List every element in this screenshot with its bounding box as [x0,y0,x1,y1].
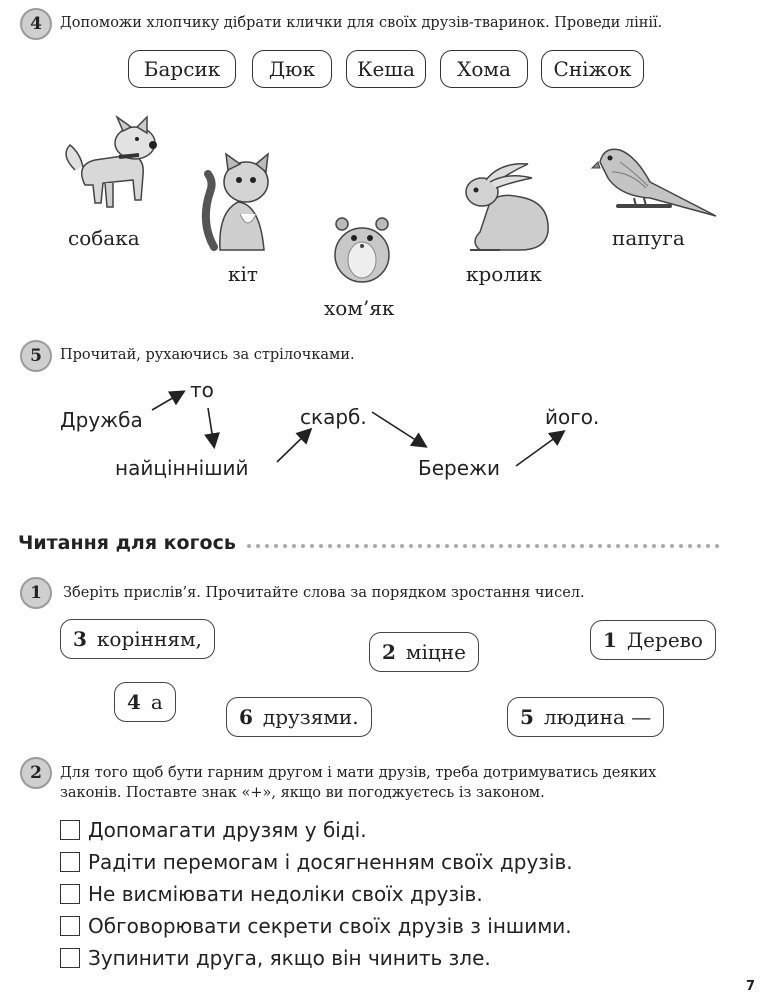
law-text-4: Обговорювати секрети своїх друзів з іншими. [88,914,572,938]
name-box-khoma[interactable] [440,50,528,88]
animal-label-cat: кіт [228,262,258,286]
word-box-text: Дерево [626,628,703,652]
word-box-number: 4 [127,690,141,714]
task-5-instruction: Прочитай, рухаючись за стрілочками. [60,347,355,363]
arrow-5 [516,432,563,466]
page-number: 7 [745,979,755,994]
task-5-number-badge [20,340,52,372]
cat-illustration [200,152,275,254]
section-title: Читання для когось [18,532,242,554]
task-1-number-badge [20,577,52,609]
word-box-number: 2 [382,640,396,664]
word-box-number: 1 [603,628,617,652]
word-box-6[interactable] [226,697,372,737]
animal-label-hamster: хом’як [324,296,395,320]
word-box-text: друзями. [262,705,359,729]
law-checkbox-2[interactable] [60,852,80,872]
reading-arrows [0,370,769,480]
task-1-number: 1 [30,583,42,603]
name-label: Барсик [143,57,221,81]
word-box-5[interactable] [507,697,664,737]
task-4-instruction: Допоможи хлопчику дібрати клички для своїх друзів-тваринок. Проведи лінії. [60,15,663,31]
task-2-number: 2 [30,763,42,783]
law-checkbox-3[interactable] [60,884,80,904]
animal-label-parrot: папуга [612,226,685,250]
task-5-number: 5 [30,346,42,366]
word-box-1[interactable] [590,620,716,660]
task-2-instruction-line-1: Для того щоб бути гарним другом і мати друзів, треба дотримуватись деяких [60,765,657,781]
arrow-2 [208,408,214,446]
law-checkbox-1[interactable] [60,820,80,840]
word-box-text: корінням, [96,627,202,651]
rabbit-illustration [460,162,555,254]
word-box-text: людина — [543,705,652,729]
law-text-3: Не висміювати недоліки своїх друзів. [88,882,483,906]
name-box-barsyk[interactable] [128,50,236,88]
law-item-5 [60,946,491,970]
chain-word-6: його. [545,405,600,429]
law-checkbox-4[interactable] [60,916,80,936]
law-text-2: Радіти перемогам і досягненням своїх друзів. [88,850,573,874]
name-box-snizhok[interactable] [541,50,644,88]
word-box-3[interactable] [60,619,215,659]
law-item-3 [60,882,483,906]
task-1-instruction: Зберіть прислів’я. Прочитайте слова за порядком зростання чисел. [63,585,585,601]
parrot-illustration [590,142,718,222]
arrow-4 [372,412,425,446]
name-box-kesha[interactable] [346,50,426,88]
chain-word-1: Дружба [60,408,143,432]
word-box-number: 3 [73,627,87,651]
word-box-number: 6 [239,705,253,729]
law-item-1 [60,818,367,842]
law-item-4 [60,914,572,938]
task-4-number: 4 [30,14,42,34]
word-box-text: міцне [405,640,466,664]
task-2-instruction-line-2: законів. Поставте знак «+», якщо ви погоджуєтесь із законом. [60,785,545,801]
law-text-5: Зупинити друга, якщо він чинить зле. [88,946,491,970]
name-box-diuk[interactable] [252,50,332,88]
animal-label-rabbit: кролик [466,262,542,286]
task-2-number-badge [20,757,52,789]
arrow-3 [277,430,310,462]
word-box-number: 5 [520,705,534,729]
chain-word-5: Бережи [418,456,501,480]
name-label: Дюк [268,57,316,81]
name-label: Хома [457,57,511,81]
word-box-4[interactable] [114,682,176,722]
law-item-2 [60,850,573,874]
name-label: Сніжок [553,57,632,81]
chain-word-3: найцінніший [115,456,249,480]
chain-word-4: скарб. [300,405,367,429]
law-text-1: Допомагати друзям у біді. [88,818,367,842]
word-box-2[interactable] [369,632,479,672]
animal-label-dog: собака [68,226,140,250]
hamster-illustration [332,210,392,285]
chain-word-2: то [190,378,214,402]
task-4-number-badge [20,8,52,40]
word-box-text: а [150,690,163,714]
law-checkbox-5[interactable] [60,948,80,968]
section-dotted-rule [245,541,725,551]
dog-illustration [55,115,165,215]
arrow-1 [152,392,183,410]
name-label: Кеша [357,57,415,81]
